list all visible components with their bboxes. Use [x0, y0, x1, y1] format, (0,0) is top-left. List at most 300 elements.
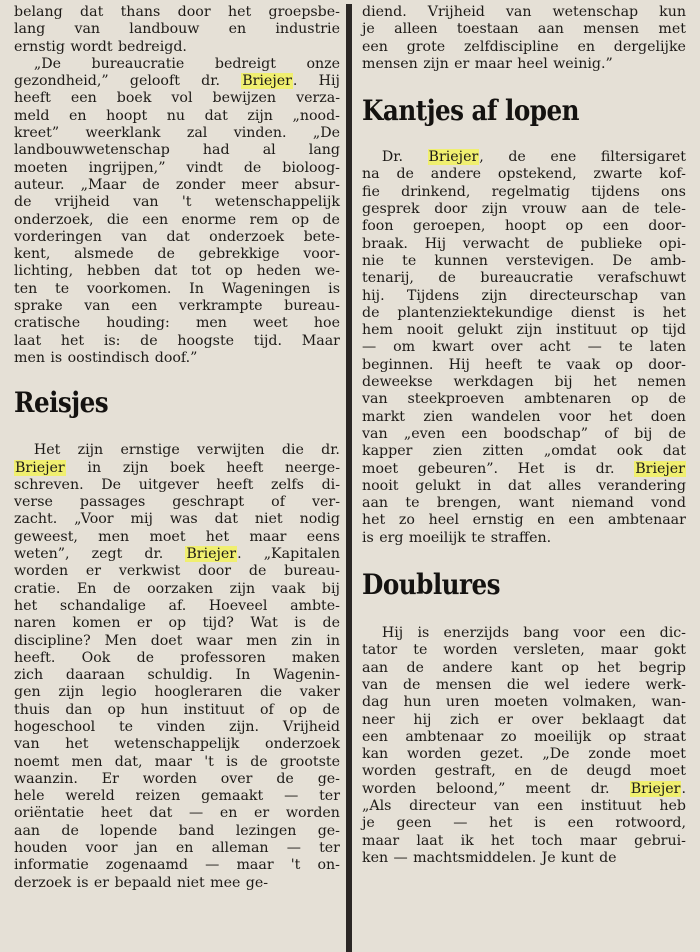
word: eens: [306, 528, 340, 545]
text-line: [362, 339, 686, 356]
word: weerklank: [85, 125, 161, 142]
word: deugd: [586, 763, 632, 780]
word: mensen: [583, 21, 640, 38]
text-line: [362, 763, 686, 780]
word: verwijten: [197, 442, 265, 459]
word: tijd: [662, 322, 686, 339]
word: reizen: [135, 788, 181, 805]
word: er: [454, 55, 470, 72]
highlighted-name: Briejer.: [242, 73, 298, 90]
word: cratische: [14, 315, 81, 332]
word: Hoeveel: [208, 597, 268, 614]
word: Hij: [424, 235, 446, 252]
word: dat: [214, 511, 238, 528]
highlighted-name: Briejer.: [186, 546, 242, 563]
word: is: [632, 304, 645, 321]
text-line: [362, 833, 686, 850]
word: moeten: [14, 159, 68, 176]
word: men: [246, 632, 278, 649]
word: laten: [649, 339, 686, 356]
word: al: [262, 142, 276, 159]
word: is: [534, 815, 546, 832]
word: andere: [430, 166, 482, 183]
word: zijn.: [228, 718, 260, 735]
word: filtersigaret: [600, 149, 686, 166]
word: toch: [531, 832, 563, 849]
text-line: [362, 149, 686, 166]
text-line: [362, 409, 686, 426]
text-line: [14, 212, 340, 229]
word: vaker: [299, 684, 340, 701]
text-line: [362, 236, 686, 253]
word: derzoek: [14, 874, 72, 891]
text-line: [362, 374, 686, 391]
word: is: [50, 349, 63, 366]
word: van: [493, 797, 520, 814]
word: moet: [649, 763, 686, 780]
text-line: [362, 201, 686, 218]
word: door: [177, 4, 211, 20]
word: een: [362, 728, 388, 745]
word: niet: [176, 874, 205, 891]
word: Tijdens: [406, 287, 460, 304]
word: van: [362, 391, 388, 408]
text-line: [14, 840, 340, 857]
word: worden: [362, 780, 417, 797]
article-column-right: [362, 4, 686, 867]
word: je: [362, 21, 375, 38]
word: het: [597, 659, 621, 676]
word: mensen: [362, 55, 418, 72]
word: ons: [660, 183, 686, 200]
word: men: [195, 315, 227, 332]
word: over: [490, 339, 523, 356]
text-line: [362, 850, 686, 867]
word: instituut: [580, 797, 642, 814]
word: heb: [659, 797, 686, 814]
word: het: [227, 4, 252, 20]
word: hij.: [362, 287, 385, 304]
word: kant: [511, 659, 543, 676]
word: heeft: [485, 356, 523, 373]
word: Wagenin-: [273, 667, 340, 684]
word: zonde: [588, 746, 631, 763]
word: zijn: [481, 201, 508, 218]
word: bedreigt: [214, 55, 276, 72]
word: vond: [651, 495, 686, 512]
text-line: [362, 270, 686, 287]
word: waar: [196, 632, 233, 649]
word: opstekend,: [497, 166, 577, 183]
word: maar: [236, 857, 274, 874]
word: verstevigen.: [505, 252, 595, 269]
word: komen: [72, 615, 121, 632]
word: het: [609, 408, 633, 425]
word: daaraan: [65, 667, 125, 684]
word: maken: [291, 649, 340, 666]
word: hoogleraren: [154, 684, 243, 701]
word: moet: [149, 528, 186, 545]
word: schandalige: [59, 597, 146, 614]
word: bang: [523, 625, 560, 642]
text-line: [362, 218, 686, 235]
word: rem: [249, 211, 279, 228]
word: worden: [142, 770, 197, 787]
word: op: [608, 728, 627, 745]
word: braak.: [362, 235, 408, 252]
word: de: [362, 304, 380, 321]
word: gezet.: [479, 746, 524, 763]
word: zo: [500, 728, 517, 745]
word: bureaucratie: [91, 55, 185, 72]
word: zin: [291, 632, 313, 649]
word: ambtenaar: [608, 512, 686, 529]
word: is: [226, 753, 238, 770]
word: alleen: [394, 21, 438, 38]
word: dat: [508, 477, 532, 494]
word: beloond,”: [436, 780, 506, 797]
word: kent,: [14, 246, 51, 263]
text-line: [14, 39, 340, 56]
word: Dr.: [381, 149, 403, 166]
highlighted-name: Briejer.: [630, 780, 686, 797]
word: de: [406, 659, 424, 676]
word: kapper: [362, 443, 413, 460]
word: maar: [362, 832, 400, 849]
word: de: [276, 770, 294, 787]
word: door-: [648, 356, 686, 373]
word: de: [136, 649, 155, 666]
word: heeft: [14, 90, 51, 107]
word: gelooft: [129, 73, 180, 90]
word: niet: [254, 511, 283, 528]
word: is: [294, 615, 307, 632]
word: zal: [186, 125, 208, 142]
text-line: [14, 90, 340, 107]
word: vaak: [566, 356, 601, 373]
word: groepsbe-: [268, 4, 340, 20]
word: dr.: [201, 73, 220, 90]
word: doet: [150, 632, 183, 649]
word: bete-: [303, 228, 340, 245]
word: gokt: [654, 642, 686, 659]
word: is: [76, 874, 89, 891]
word: tot: [191, 263, 212, 280]
word: ernstig: [14, 38, 65, 55]
word: zijn: [516, 322, 543, 339]
word: gezondheid,”: [14, 73, 109, 90]
word: bureau-: [284, 563, 340, 580]
text-line: [14, 333, 340, 350]
word: geweest,: [14, 528, 78, 545]
word: volmaken,: [562, 694, 637, 711]
word: „De: [312, 125, 340, 142]
word: vindt: [186, 159, 223, 176]
word: markt: [362, 408, 405, 425]
word: Wat: [250, 615, 278, 632]
word: het: [60, 332, 85, 349]
word: onze: [306, 55, 340, 72]
text-line: [14, 650, 340, 667]
word: bureaucratie: [480, 270, 574, 287]
word: oorzaken: [147, 580, 214, 597]
text-line: [362, 815, 686, 832]
word: geen: [396, 815, 432, 832]
word: alleman: [211, 840, 269, 857]
word: zacht.: [14, 511, 58, 528]
word: het: [490, 832, 515, 849]
text-line: [14, 754, 340, 771]
word: „nood-: [292, 107, 340, 124]
text-line: [362, 322, 686, 339]
text-line: [14, 350, 340, 367]
word: tijd?: [202, 615, 234, 632]
word: absur-: [294, 176, 340, 193]
word: ten: [14, 280, 38, 297]
word: aan: [537, 21, 564, 38]
word: worden: [14, 563, 69, 580]
word: In: [235, 667, 251, 684]
word: dan: [65, 701, 92, 718]
text-line: [362, 660, 686, 677]
text-line: [14, 823, 340, 840]
word: verkrampte: [178, 298, 263, 315]
word: nodig: [299, 511, 340, 528]
word: landbouwwetenschap: [14, 142, 170, 159]
word: wel: [544, 676, 570, 693]
word: sprake: [14, 298, 63, 315]
word: moeten: [494, 694, 548, 711]
word: zijn: [229, 580, 256, 597]
text-line: [14, 125, 340, 142]
word: door-: [648, 218, 686, 235]
word: vrouw: [522, 201, 567, 218]
word: laat: [14, 332, 42, 349]
word: doof.”: [154, 349, 198, 366]
word: of: [604, 425, 618, 442]
word: bedreigd.: [117, 38, 187, 55]
word: beklaagt: [581, 711, 645, 728]
word: mee: [210, 874, 241, 891]
word: beginnen.: [362, 356, 434, 373]
word: weet: [253, 315, 288, 332]
text-line: [362, 746, 686, 763]
word: bij: [634, 425, 653, 442]
word: de: [142, 176, 160, 193]
word: publieke: [580, 235, 643, 252]
word: aan: [581, 201, 608, 218]
word: werkdagen: [453, 374, 534, 391]
word: van: [505, 4, 532, 20]
word: maar: [474, 55, 512, 72]
word: bepaald: [114, 874, 172, 891]
word: van: [132, 194, 159, 211]
word: werk-: [645, 676, 686, 693]
word: iedere: [584, 676, 631, 693]
word: nooit: [362, 477, 399, 494]
word: oostindisch: [67, 349, 150, 366]
word: mij: [130, 511, 153, 528]
word: hebben: [87, 263, 141, 280]
word: hun: [140, 701, 169, 718]
word: meer: [241, 176, 279, 193]
word: Vrijheid: [282, 718, 340, 735]
word: er: [93, 874, 110, 891]
word: de: [508, 149, 526, 166]
word: van: [84, 298, 110, 315]
text-line: [362, 21, 686, 38]
word: neerge-: [285, 459, 340, 476]
word: ter: [319, 840, 340, 857]
word: erg: [379, 529, 404, 546]
word: ambte-: [290, 597, 340, 614]
word: het: [14, 597, 38, 614]
text-line: [14, 442, 340, 459]
word: de: [250, 753, 268, 770]
word: wordt: [70, 38, 113, 55]
word: dic-: [659, 625, 686, 642]
text-line: [14, 581, 340, 598]
word: hoe: [313, 315, 340, 332]
word: zitten: [482, 443, 524, 460]
word: hele: [14, 788, 45, 805]
word: lichting,: [14, 263, 74, 280]
word: Hij: [448, 356, 470, 373]
word: tator: [362, 642, 398, 659]
word: industrie: [275, 21, 340, 38]
word: „De: [542, 746, 570, 763]
word: te: [537, 356, 552, 373]
word: de: [243, 159, 262, 176]
word: rotwoord,: [615, 815, 686, 832]
word: over: [220, 770, 253, 787]
word: is: [564, 460, 576, 477]
word: gemaakt: [201, 788, 264, 805]
word: de: [322, 701, 340, 718]
word: op: [107, 701, 126, 718]
word: moeilijk: [408, 529, 466, 546]
text-line: [362, 56, 686, 73]
word: houden: [14, 840, 68, 857]
word: doen: [650, 408, 686, 425]
text-line: [362, 512, 686, 529]
word: jan: [135, 840, 158, 857]
word: de: [140, 332, 158, 349]
word: wereld: [65, 788, 115, 805]
word: voor: [85, 840, 118, 857]
text-line: [14, 702, 340, 719]
word: Er: [101, 770, 119, 787]
text-line: [14, 546, 340, 563]
word: te: [618, 339, 633, 356]
word: uren: [445, 694, 480, 711]
word: worden: [443, 642, 498, 659]
text-line: [14, 719, 340, 736]
text-line: [362, 357, 686, 374]
word: en: [69, 107, 87, 124]
text-line: [14, 229, 340, 246]
text-line: [362, 530, 686, 547]
highlight-mark: Briejer: [242, 73, 292, 90]
word: dergelijke: [613, 38, 686, 55]
word: de: [248, 563, 267, 580]
word: En: [76, 580, 97, 597]
word: hij: [413, 711, 432, 728]
word: op: [631, 391, 649, 408]
word: ene: [550, 149, 577, 166]
word: de: [438, 270, 456, 287]
word: laat: [416, 832, 444, 849]
highlighted-name: Briejer,: [428, 149, 484, 166]
word: van: [362, 425, 388, 442]
word: kan: [362, 746, 389, 763]
word: —: [189, 805, 204, 822]
word: te: [405, 495, 420, 512]
word: mensen: [435, 676, 492, 693]
word: —: [362, 339, 377, 356]
text-line: [14, 529, 340, 546]
word: tijdens: [591, 183, 640, 200]
word: er: [136, 615, 153, 632]
word: zonder: [175, 176, 226, 193]
word: zogenaamd: [105, 857, 189, 874]
section-heading-doublures: Doublures: [362, 568, 501, 602]
word: is: [328, 280, 340, 297]
word: —: [453, 815, 468, 832]
word: foon: [362, 218, 394, 235]
text-line: [14, 598, 340, 615]
word: te: [413, 642, 428, 659]
word: dat,: [114, 753, 143, 770]
word: en: [219, 805, 238, 822]
text-line: [362, 712, 686, 729]
word: zien: [432, 443, 463, 460]
word: de: [157, 246, 175, 263]
word: op: [225, 263, 243, 280]
word: vaak: [271, 580, 306, 597]
word: was: [169, 511, 198, 528]
word: op: [289, 701, 307, 718]
word: toestaan: [456, 21, 519, 38]
word: moet: [362, 460, 399, 477]
text-line: [14, 21, 340, 38]
word: vinden.: [233, 125, 287, 142]
word: weten”,: [14, 546, 70, 563]
word: voor: [573, 625, 606, 642]
text-line: [14, 667, 340, 684]
word: alsmede: [74, 246, 134, 263]
word: het: [662, 304, 686, 321]
text-line: [362, 443, 686, 460]
word: band: [178, 822, 215, 839]
word: op: [565, 218, 584, 235]
word: oriëntatie: [14, 805, 85, 822]
word: vorderingen: [14, 228, 102, 245]
word: drinkend,: [401, 183, 471, 200]
word: op: [561, 659, 579, 676]
word: gelukt: [415, 477, 461, 494]
word: machtsmiddelen.: [413, 849, 537, 866]
text-line: [362, 694, 686, 711]
word: nooit: [406, 322, 444, 339]
text-line: [362, 495, 686, 512]
word: worden: [285, 805, 340, 822]
word: er: [85, 563, 102, 580]
text-line: [14, 194, 340, 211]
word: men: [98, 528, 130, 545]
word: de: [550, 763, 568, 780]
text-line: [362, 677, 686, 694]
